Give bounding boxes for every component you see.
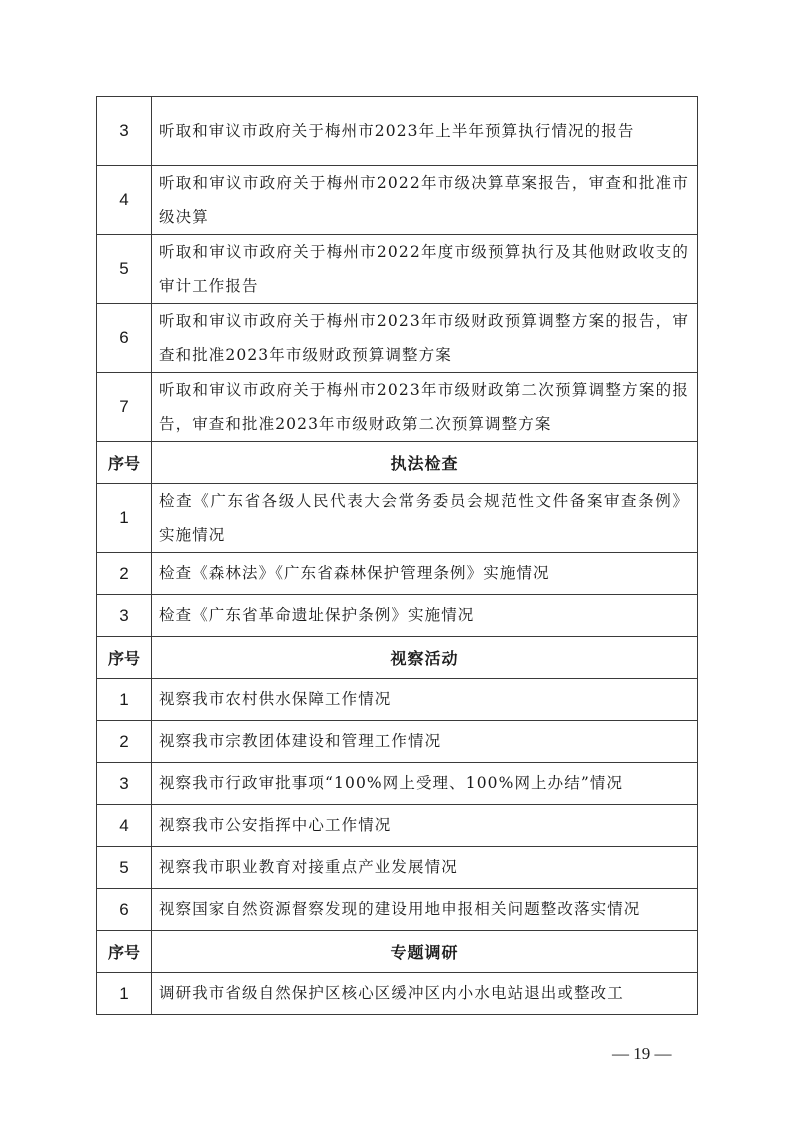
item-number: 3 bbox=[97, 595, 152, 637]
item-text: 视察国家自然资源督察发现的建设用地申报相关问题整改落实情况 bbox=[152, 889, 698, 931]
section-title: 视察活动 bbox=[152, 637, 698, 679]
item-text: 听取和审议市政府关于梅州市2023年市级财政预算调整方案的报告，审查和批准2023年市级财政预算调整方案 bbox=[152, 304, 698, 373]
item-number: 1 bbox=[97, 484, 152, 553]
section-title: 执法检查 bbox=[152, 442, 698, 484]
table-row bbox=[97, 889, 698, 931]
item-number: 5 bbox=[97, 235, 152, 304]
table-row bbox=[97, 484, 698, 553]
item-text: 听取和审议市政府关于梅州市2023年上半年预算执行情况的报告 bbox=[152, 97, 698, 166]
page-number: — 19 — bbox=[612, 1044, 672, 1063]
item-text: 听取和审议市政府关于梅州市2023年市级财政第二次预算调整方案的报告，审查和批准2023年市级财政第二次预算调整方案 bbox=[152, 373, 698, 442]
item-text: 听取和审议市政府关于梅州市2022年市级决算草案报告，审查和批准市级决算 bbox=[152, 166, 698, 235]
item-number: 2 bbox=[97, 721, 152, 763]
item-text: 调研我市省级自然保护区核心区缓冲区内小水电站退出或整改工 bbox=[152, 973, 698, 1015]
item-text: 视察我市宗教团体建设和管理工作情况 bbox=[152, 721, 698, 763]
table-row bbox=[97, 97, 698, 166]
item-text: 检查《广东省各级人民代表大会常务委员会规范性文件备案审查条例》实施情况 bbox=[152, 484, 698, 553]
section-header-enforcement bbox=[97, 442, 698, 484]
table-row bbox=[97, 373, 698, 442]
table-row bbox=[97, 847, 698, 889]
table-row bbox=[97, 973, 698, 1015]
section-header-research bbox=[97, 931, 698, 973]
item-number: 3 bbox=[97, 97, 152, 166]
table-row bbox=[97, 553, 698, 595]
section-header-inspection bbox=[97, 637, 698, 679]
table-row bbox=[97, 166, 698, 235]
item-text: 视察我市农村供水保障工作情况 bbox=[152, 679, 698, 721]
item-number: 3 bbox=[97, 763, 152, 805]
item-number: 4 bbox=[97, 805, 152, 847]
table-row bbox=[97, 805, 698, 847]
item-number: 5 bbox=[97, 847, 152, 889]
agenda-table bbox=[96, 96, 698, 1015]
item-number: 6 bbox=[97, 304, 152, 373]
item-number: 7 bbox=[97, 373, 152, 442]
item-text: 听取和审议市政府关于梅州市2022年度市级预算执行及其他财政收支的审计工作报告 bbox=[152, 235, 698, 304]
table-row bbox=[97, 721, 698, 763]
item-text: 视察我市职业教育对接重点产业发展情况 bbox=[152, 847, 698, 889]
item-text: 视察我市行政审批事项“100%网上受理、100%网上办结”情况 bbox=[152, 763, 698, 805]
column-header-number: 序号 bbox=[97, 637, 152, 679]
table-row bbox=[97, 235, 698, 304]
section-title: 专题调研 bbox=[152, 931, 698, 973]
item-number: 2 bbox=[97, 553, 152, 595]
item-text: 检查《森林法》《广东省森林保护管理条例》实施情况 bbox=[152, 553, 698, 595]
table-row bbox=[97, 595, 698, 637]
table-row bbox=[97, 304, 698, 373]
item-number: 1 bbox=[97, 679, 152, 721]
item-text: 检查《广东省革命遗址保护条例》实施情况 bbox=[152, 595, 698, 637]
column-header-number: 序号 bbox=[97, 442, 152, 484]
item-number: 1 bbox=[97, 973, 152, 1015]
item-number: 4 bbox=[97, 166, 152, 235]
column-header-number: 序号 bbox=[97, 931, 152, 973]
item-number: 6 bbox=[97, 889, 152, 931]
table-row bbox=[97, 763, 698, 805]
item-text: 视察我市公安指挥中心工作情况 bbox=[152, 805, 698, 847]
table-row bbox=[97, 679, 698, 721]
